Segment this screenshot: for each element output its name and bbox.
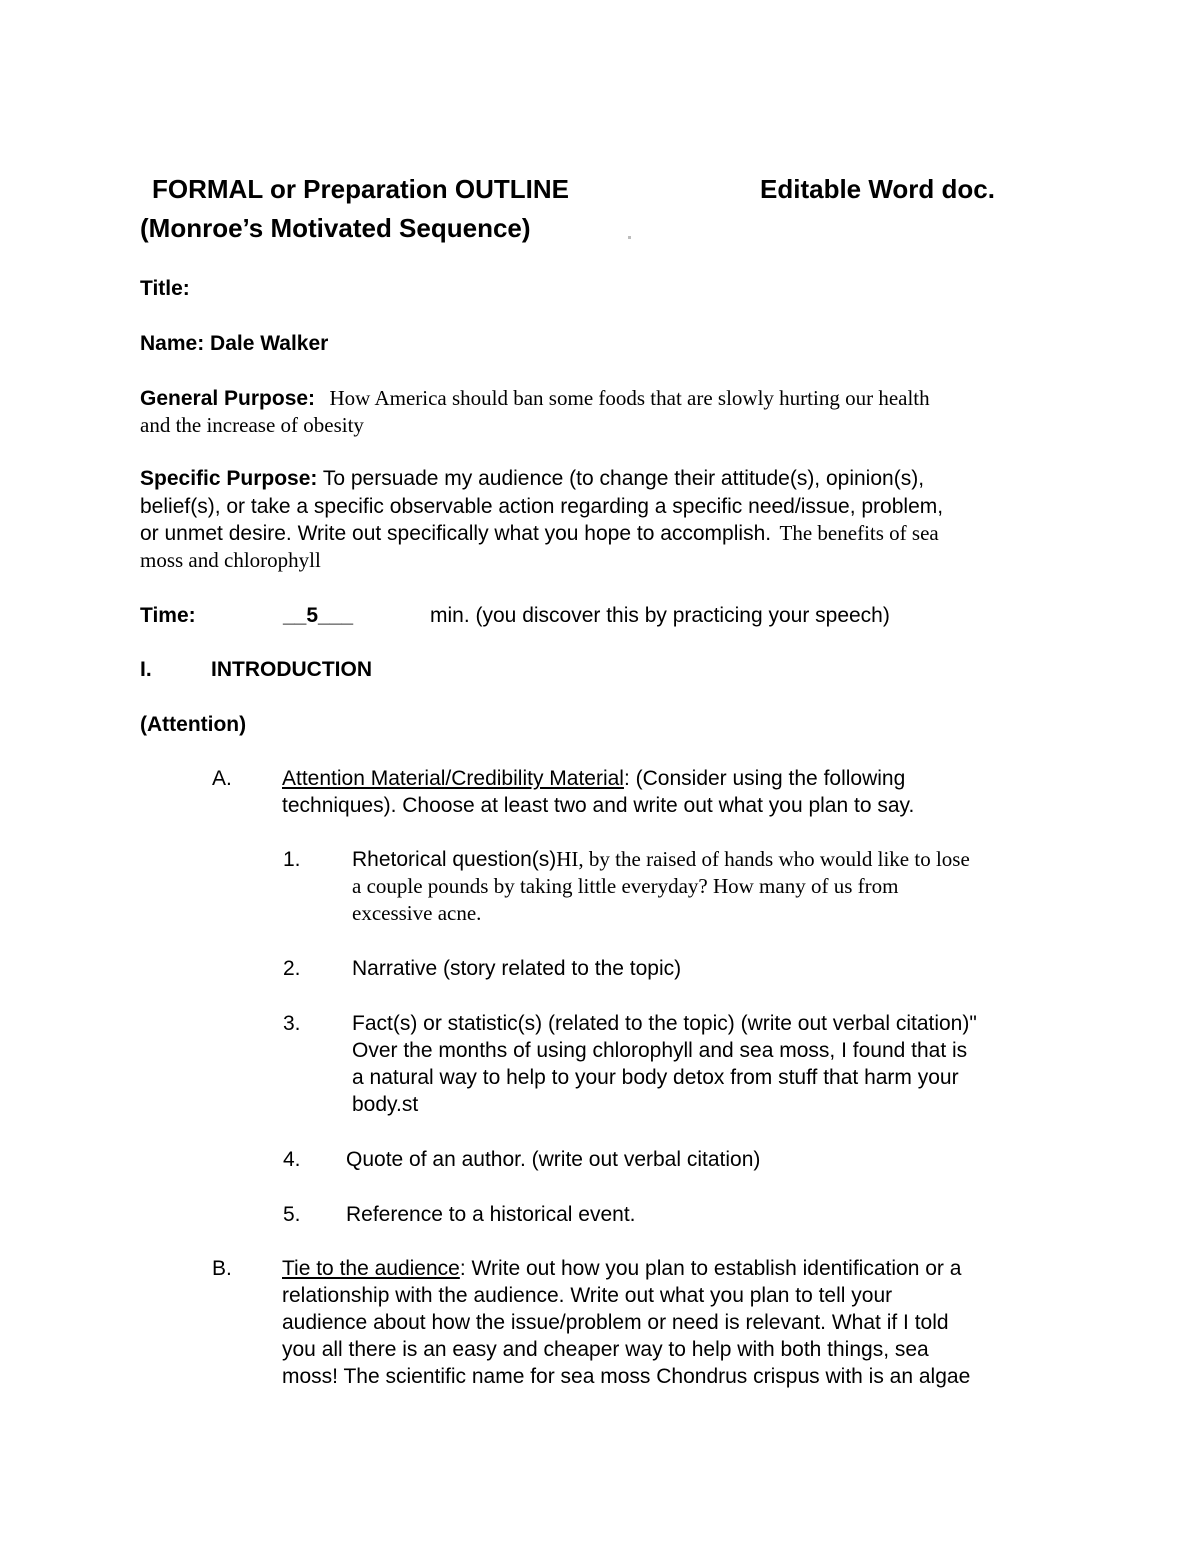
subitem-2-text: Narrative (story related to the topic)	[352, 957, 682, 980]
specific-purpose-text: To persuade my audience (to change their attitude(s), opinion(s),	[322, 467, 925, 490]
item-b-letter: B.	[212, 1257, 232, 1280]
general-purpose-label: General Purpose:	[140, 387, 316, 410]
general-purpose-text: How America should ban some foods that are slowly hurting our health	[329, 386, 930, 410]
section-number: I.	[140, 658, 152, 681]
subitem-3-text-3: a natural way to help to your body detox from stuff that harm your	[352, 1066, 959, 1089]
item-b-text-5: moss! The scientific name for sea moss Chondrus crispus with is an algae	[282, 1365, 971, 1388]
item-b-text-4: you all there is an easy and cheaper way to help with both things, sea	[282, 1338, 929, 1361]
subitem-3-number: 3.	[283, 1012, 301, 1035]
general-purpose-text-2: and the increase of obesity	[140, 413, 364, 437]
specific-purpose-answer-2: moss and chlorophyll	[140, 548, 321, 572]
time-value: __5___	[283, 604, 354, 627]
name-label: Name:	[140, 332, 205, 355]
subitem-1-number: 1.	[283, 848, 301, 871]
specific-purpose-text-2: belief(s), or take a specific observable action regarding a specific need/issue, problem,	[140, 495, 944, 518]
subitem-2-number: 2.	[283, 957, 301, 980]
subitem-4-text: Quote of an author. (write out verbal citation)	[346, 1148, 761, 1171]
time-note: min. (you discover this by practicing your speech)	[430, 604, 890, 627]
subitem-5-text: Reference to a historical event.	[346, 1203, 636, 1226]
stray-mark	[628, 236, 631, 239]
item-a-line-1	[282, 765, 905, 792]
subitem-3-text: Fact(s) or statistic(s) (related to the topic) (write out verbal citation)"	[352, 1012, 977, 1035]
subitem-5-number: 5.	[283, 1203, 301, 1226]
subitem-1-answer-3: excessive acne.	[352, 901, 482, 925]
item-a-text: : (Consider using the following	[623, 767, 906, 790]
time-label: Time:	[140, 604, 196, 627]
general-purpose	[140, 385, 930, 412]
subitem-1-label: Rhetorical question(s)	[352, 848, 557, 871]
specific-purpose	[140, 465, 924, 492]
subitem-1-answer-2: a couple pounds by taking little everyday? How many of us from	[352, 874, 899, 898]
item-b-text-2: relationship with the audience. Write out what you plan to tell your	[282, 1284, 893, 1307]
item-b-text-3: audience about how the issue/problem or need is relevant. What if I told	[282, 1311, 949, 1334]
specific-purpose-line-3	[140, 520, 939, 547]
item-b-text: : Write out how you plan to establish identification or a	[459, 1257, 962, 1280]
name-field	[140, 330, 328, 357]
step-attention: (Attention)	[140, 713, 247, 736]
name-value: Dale Walker	[210, 332, 329, 355]
subitem-4-number: 4.	[283, 1148, 301, 1171]
item-b-line-1	[282, 1255, 961, 1282]
subitem-1-line-1	[352, 846, 970, 873]
specific-purpose-label: Specific Purpose:	[140, 467, 318, 490]
item-a-heading: Attention Material/Credibility Material	[282, 767, 624, 790]
specific-purpose-text-3: or unmet desire. Write out specifically what you hope to accomplish.	[140, 522, 772, 545]
item-a-text-2: techniques). Choose at least two and write out what you plan to say.	[282, 794, 915, 817]
document-subtitle: (Monroe’s Motivated Sequence)	[140, 213, 531, 243]
editable-note: Editable Word doc.	[760, 174, 995, 204]
subitem-3-text-2: Over the months of using chlorophyll and sea moss, I found that is	[352, 1039, 968, 1062]
specific-purpose-answer: The benefits of sea	[779, 521, 939, 545]
section-title: INTRODUCTION	[211, 658, 372, 681]
item-b-heading: Tie to the audience	[282, 1257, 460, 1280]
title-label: Title:	[140, 277, 190, 300]
subitem-3-text-4: body.st	[352, 1093, 419, 1116]
item-a-letter: A.	[212, 767, 232, 790]
document-title: FORMAL or Preparation OUTLINE	[152, 174, 569, 204]
subitem-1-answer: HI, by the raised of hands who would like to lose	[556, 847, 970, 871]
